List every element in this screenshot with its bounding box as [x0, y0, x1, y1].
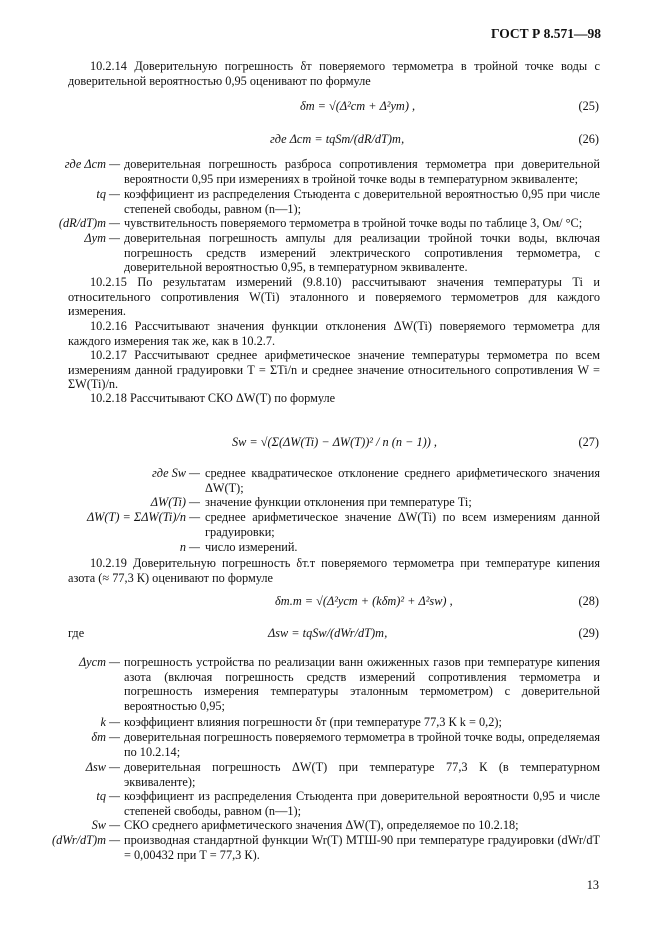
- def9-symbol: Δуст —: [78, 655, 120, 669]
- standard-header: ГОСТ Р 8.571—98: [490, 26, 601, 41]
- formula-25: δт = √(Δ²ст + Δ²ут) ,: [300, 99, 416, 113]
- formula-28-number: (28): [578, 594, 599, 608]
- paragraph-10-2-14: 10.2.14 Доверительную погрешность δт поверяемого термометра в тройной точке воды с доверительной вероятностью 0,95 оценивают по формуле: [68, 59, 600, 88]
- def8-text: число измерений.: [205, 540, 298, 554]
- def7-text: среднее арифметическое значение ΔW(Ti) по всем измерениям данной градуировки;: [205, 510, 600, 539]
- formula-29: Δsw = tqSw/(dWr/dT)т,: [268, 626, 388, 640]
- def3-symbol: (dR/dT)т —: [58, 216, 120, 230]
- def15-symbol: (dWr/dT)т —: [52, 833, 120, 847]
- formula-25-number: (25): [578, 99, 599, 113]
- def10-text: коэффициент влияния погрешности δт (при температуре 77,3 К k = 0,2);: [124, 715, 502, 729]
- def11-text: доверительная погрешность поверяемого термометра в тройной точке воды, определяемая по 10.2.14;: [124, 730, 600, 759]
- page-number: 13: [586, 878, 599, 892]
- formula-29-number: (29): [578, 626, 599, 640]
- def6-text: значение функции отклонения при температуре Ti;: [205, 495, 472, 509]
- def7-symbol: ΔW(T) = ΣΔW(Ti)/n —: [86, 510, 200, 524]
- def1-text: доверительная погрешность разброса сопротивления термометра при доверительной вероятности 0,95 при измерениях в тройной точке воды в температурном эквиваленте;: [124, 157, 600, 186]
- formula-28: δт.т = √(Δ²уст + (kδт)² + Δ²sw) ,: [275, 594, 453, 608]
- paragraph-10-2-19: 10.2.19 Доверительную погрешность δт.т поверяемого термометра при температуре кипения азота (≈ 77,3 К) оценивают по формуле: [68, 556, 600, 585]
- def11-symbol: δт —: [91, 730, 120, 744]
- def13-text: коэффициент из распределения Стьюдента при доверительной вероятности 0,95 и числе степеней свободы, равном (n—1);: [124, 789, 600, 818]
- def3-text: чувствительность поверяемого термометра в тройной точке воды по таблице 3, Ом/ °С;: [124, 216, 583, 230]
- paragraph-10-2-15: 10.2.15 По результатам измерений (9.8.10) рассчитывают значения температуры Ti и относительного сопротивления W(Ti) эталонного и поверяемого термометров для каждого измерения.: [68, 275, 600, 318]
- def10-symbol: k —: [100, 715, 120, 729]
- def2-symbol: tq —: [96, 187, 120, 201]
- def5-text: среднее квадратическое отклонение среднего арифметического значения ΔW(T);: [205, 466, 600, 495]
- paragraph-10-2-17: 10.2.17 Рассчитывают среднее арифметическое значение температуры термометра по всем измерениям данной градуировки T = ΣTi/n и среднее значение относительного сопротивления W = ΣW(Ti)/n.: [68, 348, 600, 391]
- def8-symbol: n —: [179, 540, 200, 554]
- def14-symbol: Sw —: [91, 818, 120, 832]
- def12-symbol: Δsw —: [85, 760, 120, 774]
- def1-symbol: где Δст —: [64, 157, 120, 171]
- def14-text: СКО среднего арифметического значения ΔW(T), определяемое по 10.2.18;: [124, 818, 519, 832]
- def2-text: коэффициент из распределения Стьюдента с доверительной вероятностью 0,95 при числе степеней свободы, равном (n—1);: [124, 187, 600, 216]
- def12-text: доверительная погрешность ΔW(T) при температуре 77,3 К (в температурном эквиваленте);: [124, 760, 600, 789]
- formula-29-prefix: где: [68, 626, 85, 640]
- formula-26: где Δст = tqSт/(dR/dT)т,: [270, 132, 405, 146]
- def15-text: производная стандартной функции Wr(T) МТШ-90 при температуре градуировки (dWr/dT = 0,00432 при T = 77,3 К).: [124, 833, 600, 862]
- paragraph-10-2-18: 10.2.18 Рассчитывают СКО ΔW(T) по формуле: [90, 391, 336, 405]
- formula-26-number: (26): [578, 132, 599, 146]
- def6-symbol: ΔW(Ti) —: [150, 495, 200, 509]
- def4-symbol: Δут —: [84, 231, 120, 245]
- def5-symbol: где Sw —: [151, 466, 200, 480]
- formula-27-number: (27): [578, 435, 599, 449]
- paragraph-10-2-16: 10.2.16 Рассчитывают значения функции отклонения ΔW(Ti) поверяемого термометра для каждого измерения так же, как в 10.2.7.: [68, 319, 600, 348]
- def4-text: доверительная погрешность ампулы для реализации тройной точки воды, включая погрешность средств измерений электрического сопротивления термометра, с доверительной вероятностью 0,95, в температурном эквиваленте.: [124, 231, 600, 274]
- formula-27: Sw = √(Σ(ΔW(Ti) − ΔW(T))² / n (n − 1)) ,: [232, 435, 437, 449]
- def13-symbol: tq —: [96, 789, 120, 803]
- def9-text: погрешность устройства по реализации ванн ожиженных газов при температуре кипения азота (включая погрешность средств измерений сопротивления термометра и погрешность измерения температуры эталонным термометром) с доверительной вероятностью 0,95;: [124, 655, 600, 713]
